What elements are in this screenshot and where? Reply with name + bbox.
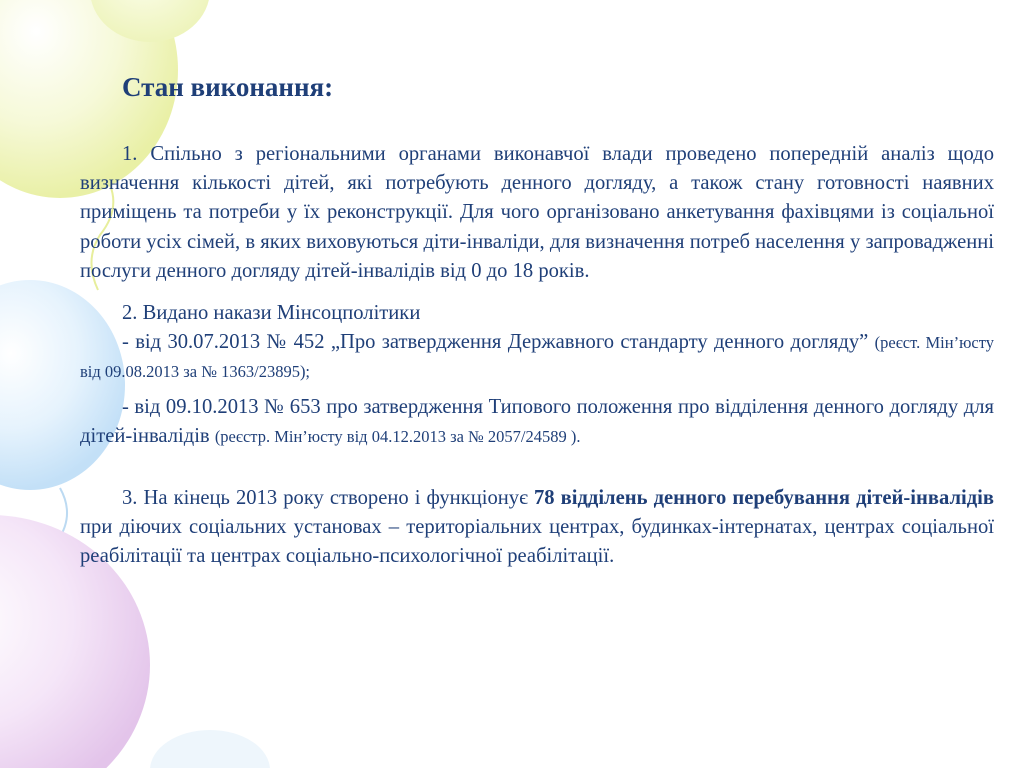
order-653-paragraph (80, 393, 994, 451)
item-3-start: 3. На кінець 2013 року створено і функціонує (122, 487, 534, 510)
order-653-text: - від 09.10.2013 № 653 про затвердження Типового положення про відділення денного догляду для дітей-інвалідів (80, 395, 994, 447)
item-3-highlight: 78 відділень денного перебування дітей-інвалідів (533, 487, 994, 510)
order-653-registration: (реєстр. Мін’юсту від 04.12.2013 за № 2057/24589 ). (214, 426, 581, 446)
order-452-registration: (реєст. Мін’юсту від 09.08.2013 за № 1363/23895); (80, 333, 994, 382)
item-1-paragraph: 1. Спільно з регіональними органами виконавчої влади проведено попередній аналіз щодо визначення кількості дітей, які потребують денного догляду, а також стану готовності наявних приміщень та потреби у їх реконструкції. Для чого організовано анкетування фахівцями із соціальної роботи усіх сімей, в яких виховуються діти-інваліди, для визначення потреб населення у запровадженні послуги денного догляду дітей-інвалідів від 0 до 18 років. (80, 143, 994, 282)
item-3-paragraph (80, 484, 994, 572)
order-452-paragraph (80, 328, 994, 386)
item-3-end: при діючих соціальних установах – територіальних центрах, будинках-інтернатах, центрах соціальної реабілітації та центрах соціально-психологічної реабілітації. (80, 516, 994, 568)
faint-blue-balloon-shape (150, 730, 270, 768)
slide-title: Стан виконання: (122, 72, 334, 102)
item-2-heading: 2. Видано накази Мінсоцполітики (122, 302, 421, 325)
order-452-text: - від 30.07.2013 № 452 „Про затвердження Державного стандарту денного догляду” (122, 331, 875, 354)
slide-body (80, 140, 994, 572)
